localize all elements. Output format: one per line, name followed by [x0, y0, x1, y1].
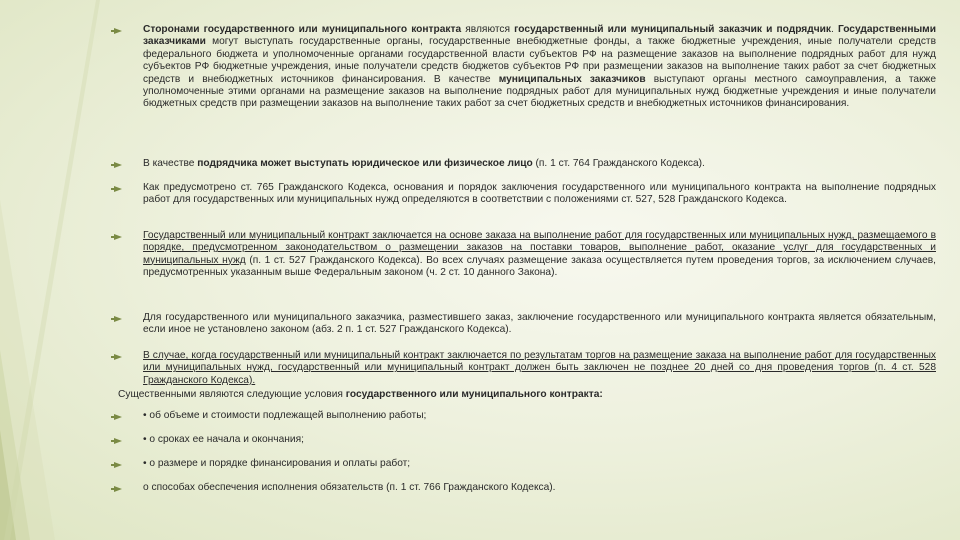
conditions-heading: [112, 388, 936, 410]
text-run: могут выступать государственные органы, государственные внебюджетные фонды, а также бюджетные учреждения, иные получатели средств федерального бюджета и уполномоченные органами государственной власти субъектов РФ на размещение заказов на выполнение подрядных работ для нужд субъектов РФ бюджетные учреждения, иные получатели средств бюджетов субъектов РФ при размещении заказов на выполнение таких работ за счет бюджетных средств и внебюджетных источников финансирования. В качестве: [143, 36, 936, 85]
text-run: (п. 1 ст. 527 Гражданского Кодекса). Во всех случаях размещение заказа осуществляется путем проведения торгов, за исключением случаев, предусмотренных указанным выше Федеральным законом (ч. 2 ст. 10 данного Закона).: [143, 254, 936, 279]
condition-text: • об объеме и стоимости подлежащей выполнению работы;: [143, 410, 427, 421]
paragraph: [143, 182, 936, 207]
bold-text-run: муниципальных заказчиков: [498, 73, 646, 85]
arrow-bullet-icon: [114, 28, 122, 34]
arrow-bullet-icon: [114, 438, 122, 444]
condition-item: [112, 458, 936, 482]
list-item: [112, 312, 936, 350]
heading-bold-text: государственного или муниципального контракта:: [345, 389, 603, 400]
condition-text: о способах обеспечения исполнения обязательств (п. 1 ст. 766 Гражданского Кодекса).: [143, 482, 556, 493]
heading-text: Существенными являются следующие условия: [118, 389, 346, 400]
text-run: Для государственного или муниципального заказчика, разместившего заказ, заключение государственного или муниципального контракта является обязательным, если иное не установлено законом (абз. 2 п. 1 ст. 527 Гражданского Кодекса).: [143, 312, 936, 336]
paragraph: [143, 158, 936, 170]
condition-item: [112, 410, 936, 434]
text-run: (п. 1 ст. 764 Гражданского Кодекса).: [532, 158, 705, 169]
slide-content: [112, 24, 936, 506]
bold-text-run: государственный или муниципальный заказчик и подрядчик: [514, 24, 831, 35]
decorative-stripes: [0, 0, 110, 540]
text-run: выступают органы местного самоуправления, а также уполномоченные этими органами на размещение заказов на выполнение подрядных работ для муниципальных нужд бюджетные учреждения и иные получатели бюджетных средств при размещении заказов на выполнение таких работ за счет бюджетных средств и внебюджетных источников финансирования.: [143, 73, 937, 110]
arrow-bullet-icon: [114, 414, 122, 420]
paragraph: [143, 312, 936, 337]
text-run: являются: [461, 24, 515, 35]
text-run: В качестве: [143, 158, 198, 169]
condition-item: [112, 434, 936, 458]
condition-text: • о размере и порядке финансирования и оплаты работ;: [143, 458, 411, 469]
condition-item: [112, 482, 936, 506]
paragraph: [143, 350, 936, 387]
underlined-text-run: Государственный или муниципальный контракт заключается на основе заказа на выполнение работ для государственных или муниципальных нужд, размещаемого в порядке, предусмотренном законодательством о размещении заказов на поставки товаров, выполнение работ, оказание услуг для государственных и муниципальных нужд: [143, 230, 936, 266]
arrow-bullet-icon: [114, 354, 122, 360]
arrow-bullet-icon: [114, 234, 122, 240]
bold-text-run: подрядчика может выступать юридическое или физическое лицо: [197, 158, 533, 169]
bold-text-run: Сторонами государственного или муниципального контракта: [143, 24, 462, 35]
list-item: [112, 158, 936, 182]
list-item: [112, 24, 936, 158]
arrow-bullet-icon: [114, 162, 122, 168]
list-item: [112, 350, 936, 388]
text-run: .: [830, 24, 838, 35]
arrow-bullet-icon: [114, 186, 122, 192]
paragraph: [143, 230, 936, 280]
arrow-bullet-icon: [114, 316, 122, 322]
text-run: Как предусмотрено ст. 765 Гражданского Кодекса, основания и порядок заключения государственного или муниципального контракта на выполнение подрядных работ для государственных или муниципальных нужд определяются в соответствии с положениями ст. 527, 528 Гражданского Кодекса.: [143, 182, 936, 206]
arrow-bullet-icon: [114, 462, 122, 468]
bold-text-run: Государственными заказчиками: [143, 24, 936, 48]
paragraph: [143, 24, 936, 111]
underlined-text-run: В случае, когда государственный или муниципальный контракт заключается по результатам торгов на размещение заказа на выполнение работ для государственных или муниципальных нужд, государственный или муниципальный контракт должен быть заключен не позднее 20 дней со дня проведения торгов (п. 4 ст. 528 Гражданского Кодекса).: [143, 350, 936, 386]
list-item: [112, 230, 936, 312]
list-item: [112, 182, 936, 230]
arrow-bullet-icon: [114, 486, 122, 492]
condition-text: • о сроках ее начала и окончания;: [143, 434, 304, 445]
